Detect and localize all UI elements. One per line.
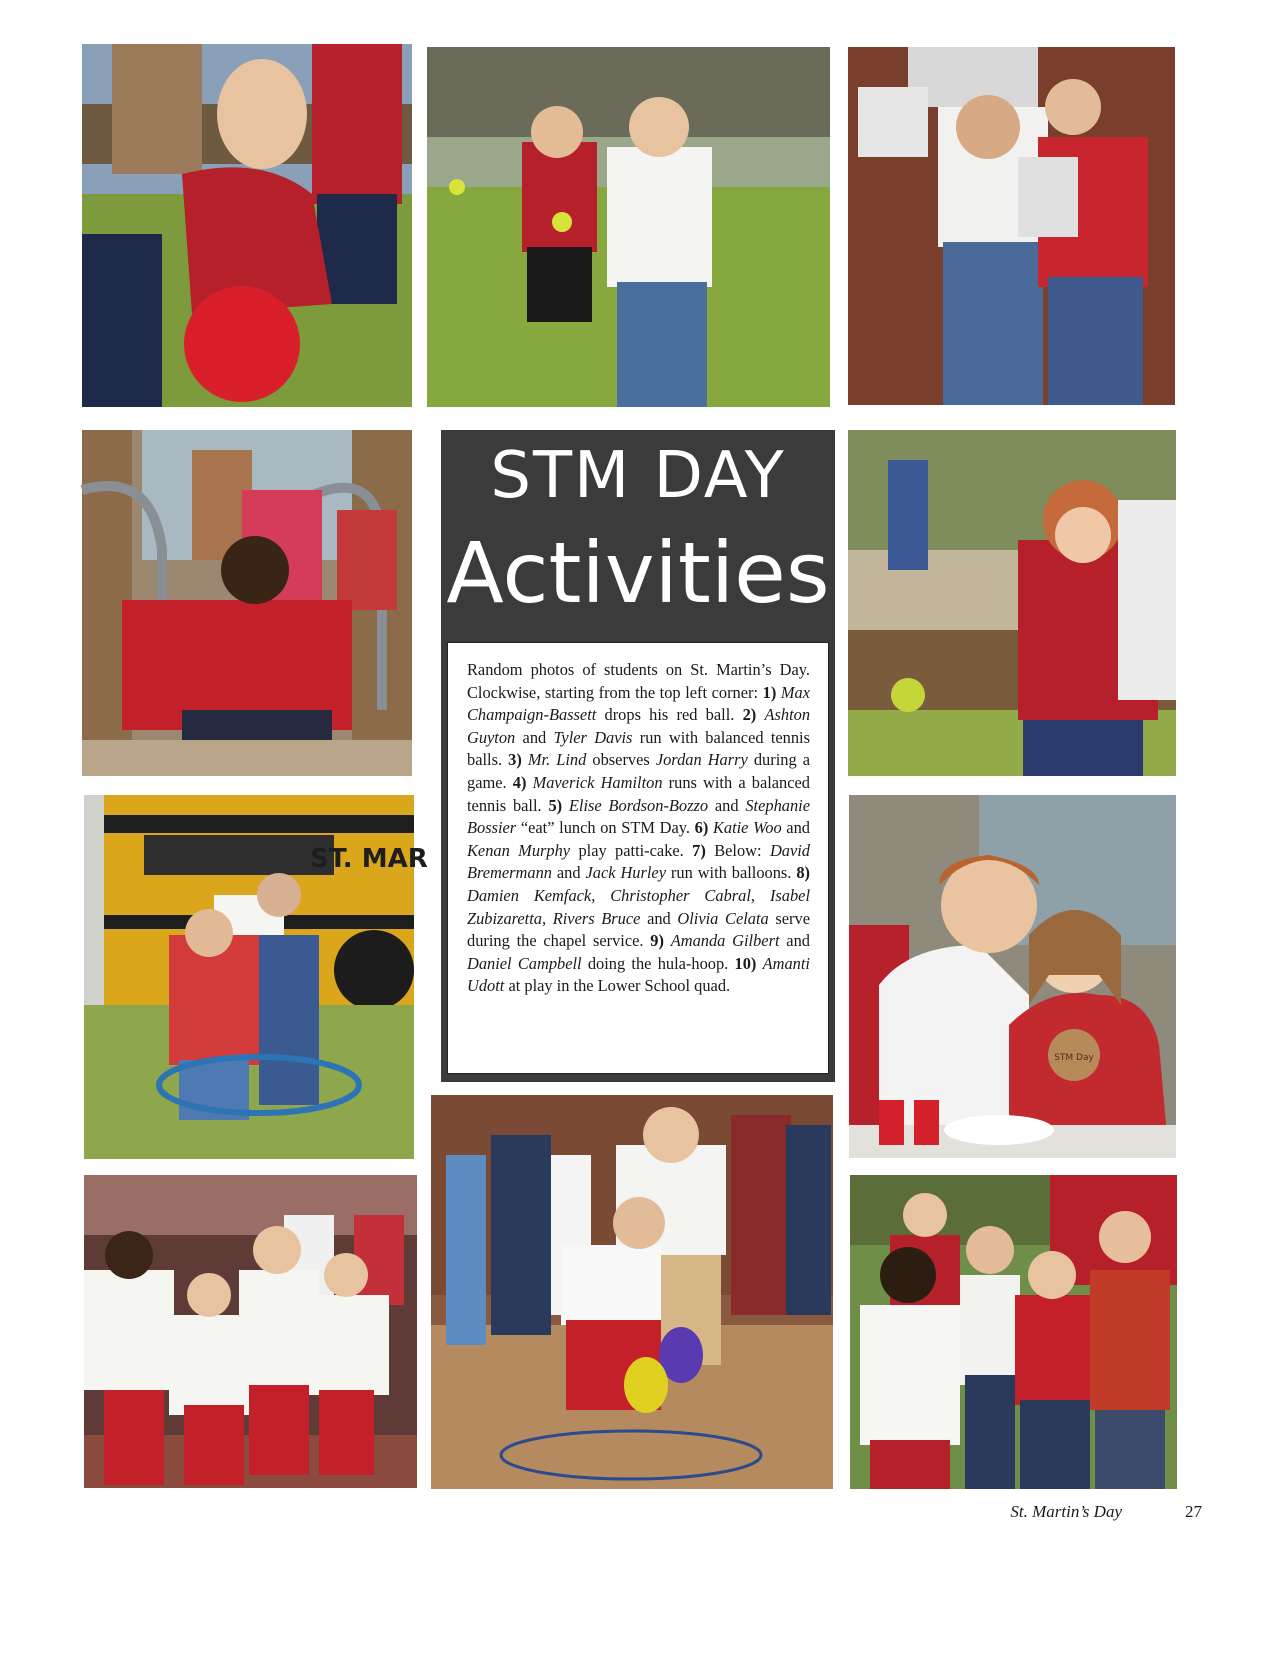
caption-text-part: Below: bbox=[714, 840, 770, 860]
caption-text-part: and bbox=[640, 908, 678, 928]
caption-item-number: 7) bbox=[692, 840, 706, 860]
caption-item-number: 8) bbox=[796, 863, 810, 883]
title-block bbox=[441, 430, 835, 1082]
caption-item-number: 6) bbox=[694, 818, 709, 838]
caption-name: Stephanie Bossier bbox=[467, 795, 810, 838]
caption-box bbox=[447, 642, 829, 1074]
caption-text bbox=[467, 659, 810, 998]
caption-name: Max Champaign-Bassett bbox=[467, 682, 810, 725]
caption-item-number: 1) bbox=[762, 682, 777, 702]
photo-hula-hoop bbox=[84, 795, 428, 1159]
caption-text-part: observes bbox=[586, 750, 656, 770]
photo-balloon-run bbox=[431, 1095, 833, 1489]
photo-tennis-ball-run bbox=[427, 47, 830, 407]
caption-text-part: play patti-cake. bbox=[570, 840, 684, 860]
caption-name: Katie Woo bbox=[712, 818, 782, 838]
footer-section-title: St. Martin’s Day bbox=[1010, 1502, 1122, 1521]
photo-lunch-pair bbox=[849, 795, 1176, 1158]
caption-text-part: and bbox=[781, 818, 810, 838]
caption-text-part: drops his red ball. bbox=[596, 705, 735, 725]
caption-name: Ashton Guyton bbox=[467, 705, 811, 747]
caption-text-part: and bbox=[708, 795, 746, 815]
caption-name: Maverick Hamilton bbox=[532, 772, 663, 792]
page-number: 27 bbox=[1185, 1502, 1202, 1521]
shirt-badge: STM Day bbox=[1054, 1053, 1094, 1063]
caption-text-part: serve during the chapel service. bbox=[467, 908, 810, 951]
caption-item-number: 3) bbox=[508, 750, 522, 770]
caption-item-number: 10) bbox=[734, 953, 757, 973]
caption-item-number: 4) bbox=[512, 772, 527, 792]
photo-balanced-tennis-ball bbox=[848, 430, 1176, 776]
caption-text-part: and bbox=[551, 863, 586, 883]
caption-text-part: run with balloons. bbox=[665, 863, 792, 883]
caption-text-part: “eat” lunch on STM Day. bbox=[516, 818, 690, 838]
caption-name: Jordan Harry bbox=[655, 750, 748, 770]
photo-red-ball bbox=[82, 44, 412, 407]
title-line-2: Activities bbox=[446, 524, 830, 622]
caption-text-part: during a game. bbox=[467, 750, 811, 792]
caption-name: Damien Kemfack, Christopher Cabral, Isabel Zubizaretta, Rivers Bruce bbox=[467, 885, 810, 928]
caption-text-part: runs with a balanced tennis ball. bbox=[467, 772, 810, 815]
caption-name: Tyler Davis bbox=[553, 727, 633, 747]
caption-text-part: run with balanced tennis balls. bbox=[467, 727, 810, 770]
caption-text-part: and bbox=[779, 931, 810, 951]
photo-chapel-servers bbox=[84, 1175, 417, 1488]
caption-text-part: and bbox=[515, 727, 554, 747]
caption-name: Mr. Lind bbox=[527, 750, 587, 770]
caption-items bbox=[467, 683, 810, 996]
caption-name: Amanda Gilbert bbox=[670, 931, 780, 951]
caption-item-number: 5) bbox=[548, 795, 563, 815]
caption-name: David Bremermann bbox=[467, 840, 810, 883]
bus-sign: ST. MAR bbox=[310, 844, 428, 874]
caption-text-part: doing the hula-hoop. bbox=[581, 953, 729, 973]
caption-name: Daniel Campbell bbox=[467, 953, 582, 973]
caption-name: Elise Bordson-Bozzo bbox=[568, 795, 709, 815]
photo-lower-school-quad bbox=[850, 1175, 1177, 1489]
caption-name: Olivia Celata bbox=[677, 908, 769, 928]
caption-item-number: 9) bbox=[650, 931, 664, 951]
title-line-1: STM DAY bbox=[490, 439, 786, 513]
photo-mr-lind-observes bbox=[848, 47, 1175, 405]
caption-name: Kenan Murphy bbox=[467, 840, 571, 860]
caption-item-number: 2) bbox=[742, 705, 757, 725]
caption-name: Jack Hurley bbox=[585, 863, 666, 883]
caption-intro: Random photos of students on St. Martin’s Day. Clockwise, starting from the top left corner: bbox=[467, 660, 810, 702]
caption-name: Amanti Udott bbox=[467, 953, 810, 996]
photo-playground-railing bbox=[82, 430, 412, 776]
caption-text-part: at play in the Lower School quad. bbox=[504, 976, 731, 996]
